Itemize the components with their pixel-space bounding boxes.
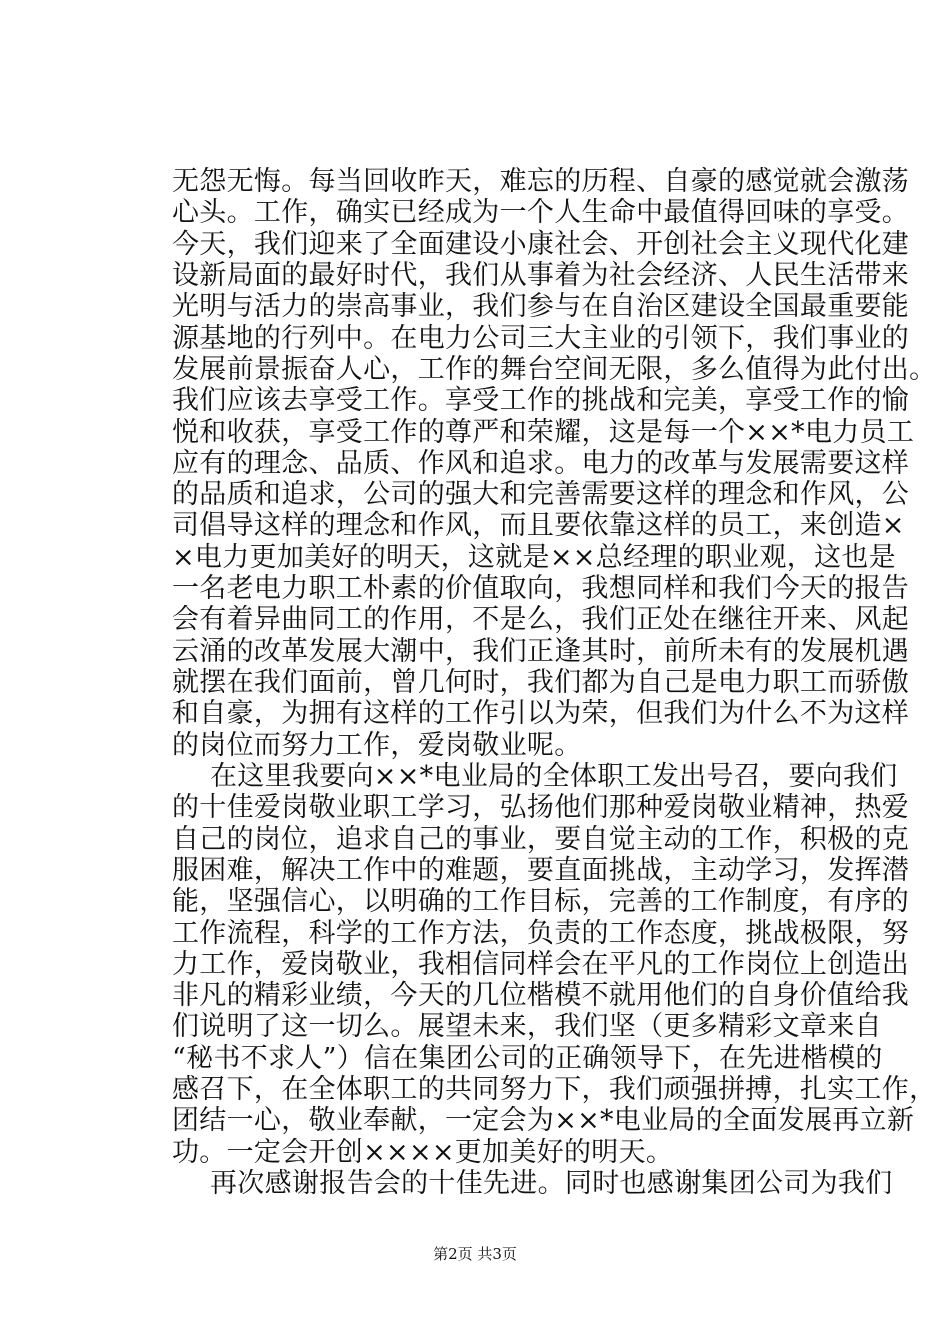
text-line: 团结一心，敬业奉献，一定会为××*电业局的全面发展再立新: [172, 1105, 915, 1136]
text-line: 会有着异曲同工的作用，不是么，我们正处在继往开来、风起: [172, 604, 910, 635]
text-line: 的岗位而努力工作，爱岗敬业呢。: [172, 730, 582, 761]
text-line: 心头。工作，确实已经成为一个人生命中最值得回味的享受。: [172, 197, 910, 228]
text-line: 非凡的精彩业绩，今天的几位楷模不就用他们的自身价值给我: [172, 980, 910, 1011]
text-line: 就摆在我们面前，曾几何时，我们都为自己是电力职工而骄傲: [172, 667, 910, 698]
paragraph-start-line: 在这里我要向××*电业局的全体职工发出号召，要向我们: [210, 761, 898, 792]
text-line: 和自豪，为拥有这样的工作引以为荣，但我们为什么不为这样: [172, 698, 910, 729]
text-line: 设新局面的最好时代，我们从事着为社会经济、人民生活带来: [172, 260, 910, 291]
text-line: 今天，我们迎来了全面建设小康社会、开创社会主义现代化建: [172, 229, 910, 260]
text-line: 功。一定会开创××××更加美好的明天。: [172, 1137, 674, 1168]
text-line: 源基地的行列中。在电力公司三大主业的引领下，我们事业的: [172, 323, 910, 354]
text-line: 们说明了这一切么。展望未来，我们坚（更多精彩文章来自: [172, 1011, 882, 1042]
text-line: “秘书不求人”）信在集团公司的正确领导下，在先进楷模的: [172, 1043, 883, 1074]
text-line: 服困难，解决工作中的难题，要直面挑战，主动学习，发挥潜: [172, 855, 910, 886]
text-line: 的品质和追求，公司的强大和完善需要这样的理念和作风，公: [172, 479, 910, 510]
text-line: 感召下，在全体职工的共同努力下，我们顽强拼搏，扎实工作，: [172, 1074, 937, 1105]
text-line: 应有的理念、品质、作风和追求。电力的改革与发展需要这样: [172, 448, 910, 479]
text-line: ×电力更加美好的明天，这就是××总经理的职业观，这也是: [172, 542, 896, 573]
text-line: 我们应该去享受工作。享受工作的挑战和完美，享受工作的愉: [172, 385, 910, 416]
text-line: 发展前景振奋人心，工作的舞台空间无限，多么值得为此付出。: [172, 354, 937, 385]
text-line: 光明与活力的崇高事业，我们参与在自治区建设全国最重要能: [172, 291, 910, 322]
text-line: 悦和收获，享受工作的尊严和荣耀，这是每一个××*电力员工: [172, 417, 915, 448]
text-line: 无怨无悔。每当回收昨天，难忘的历程、自豪的感觉就会激荡: [172, 166, 910, 197]
text-line: 云涌的改革发展大潮中，我们正逢其时，前所未有的发展机遇: [172, 636, 910, 667]
page-number-footer: 第2页 共3页: [433, 1245, 517, 1263]
text-line: 力工作，爱岗敬业，我相信同样会在平凡的工作岗位上创造出: [172, 949, 910, 980]
text-line: 工作流程，科学的工作方法，负责的工作态度，挑战极限，努: [172, 918, 910, 949]
text-line: 的十佳爱岗敬业职工学习，弘扬他们那种爱岗敬业精神，热爱: [172, 792, 910, 823]
text-line: 能，坚强信心，以明确的工作目标，完善的工作制度，有序的: [172, 886, 910, 917]
text-line: 一名老电力职工朴素的价值取向，我想同样和我们今天的报告: [172, 573, 910, 604]
text-line: 自己的岗位，追求自己的事业，要自觉主动的工作，积极的克: [172, 824, 910, 855]
paragraph-start-line: 再次感谢报告会的十佳先进。同时也感谢集团公司为我们: [210, 1168, 893, 1199]
text-line: 司倡导这样的理念和作风，而且要依靠这样的员工，来创造×: [172, 510, 905, 541]
